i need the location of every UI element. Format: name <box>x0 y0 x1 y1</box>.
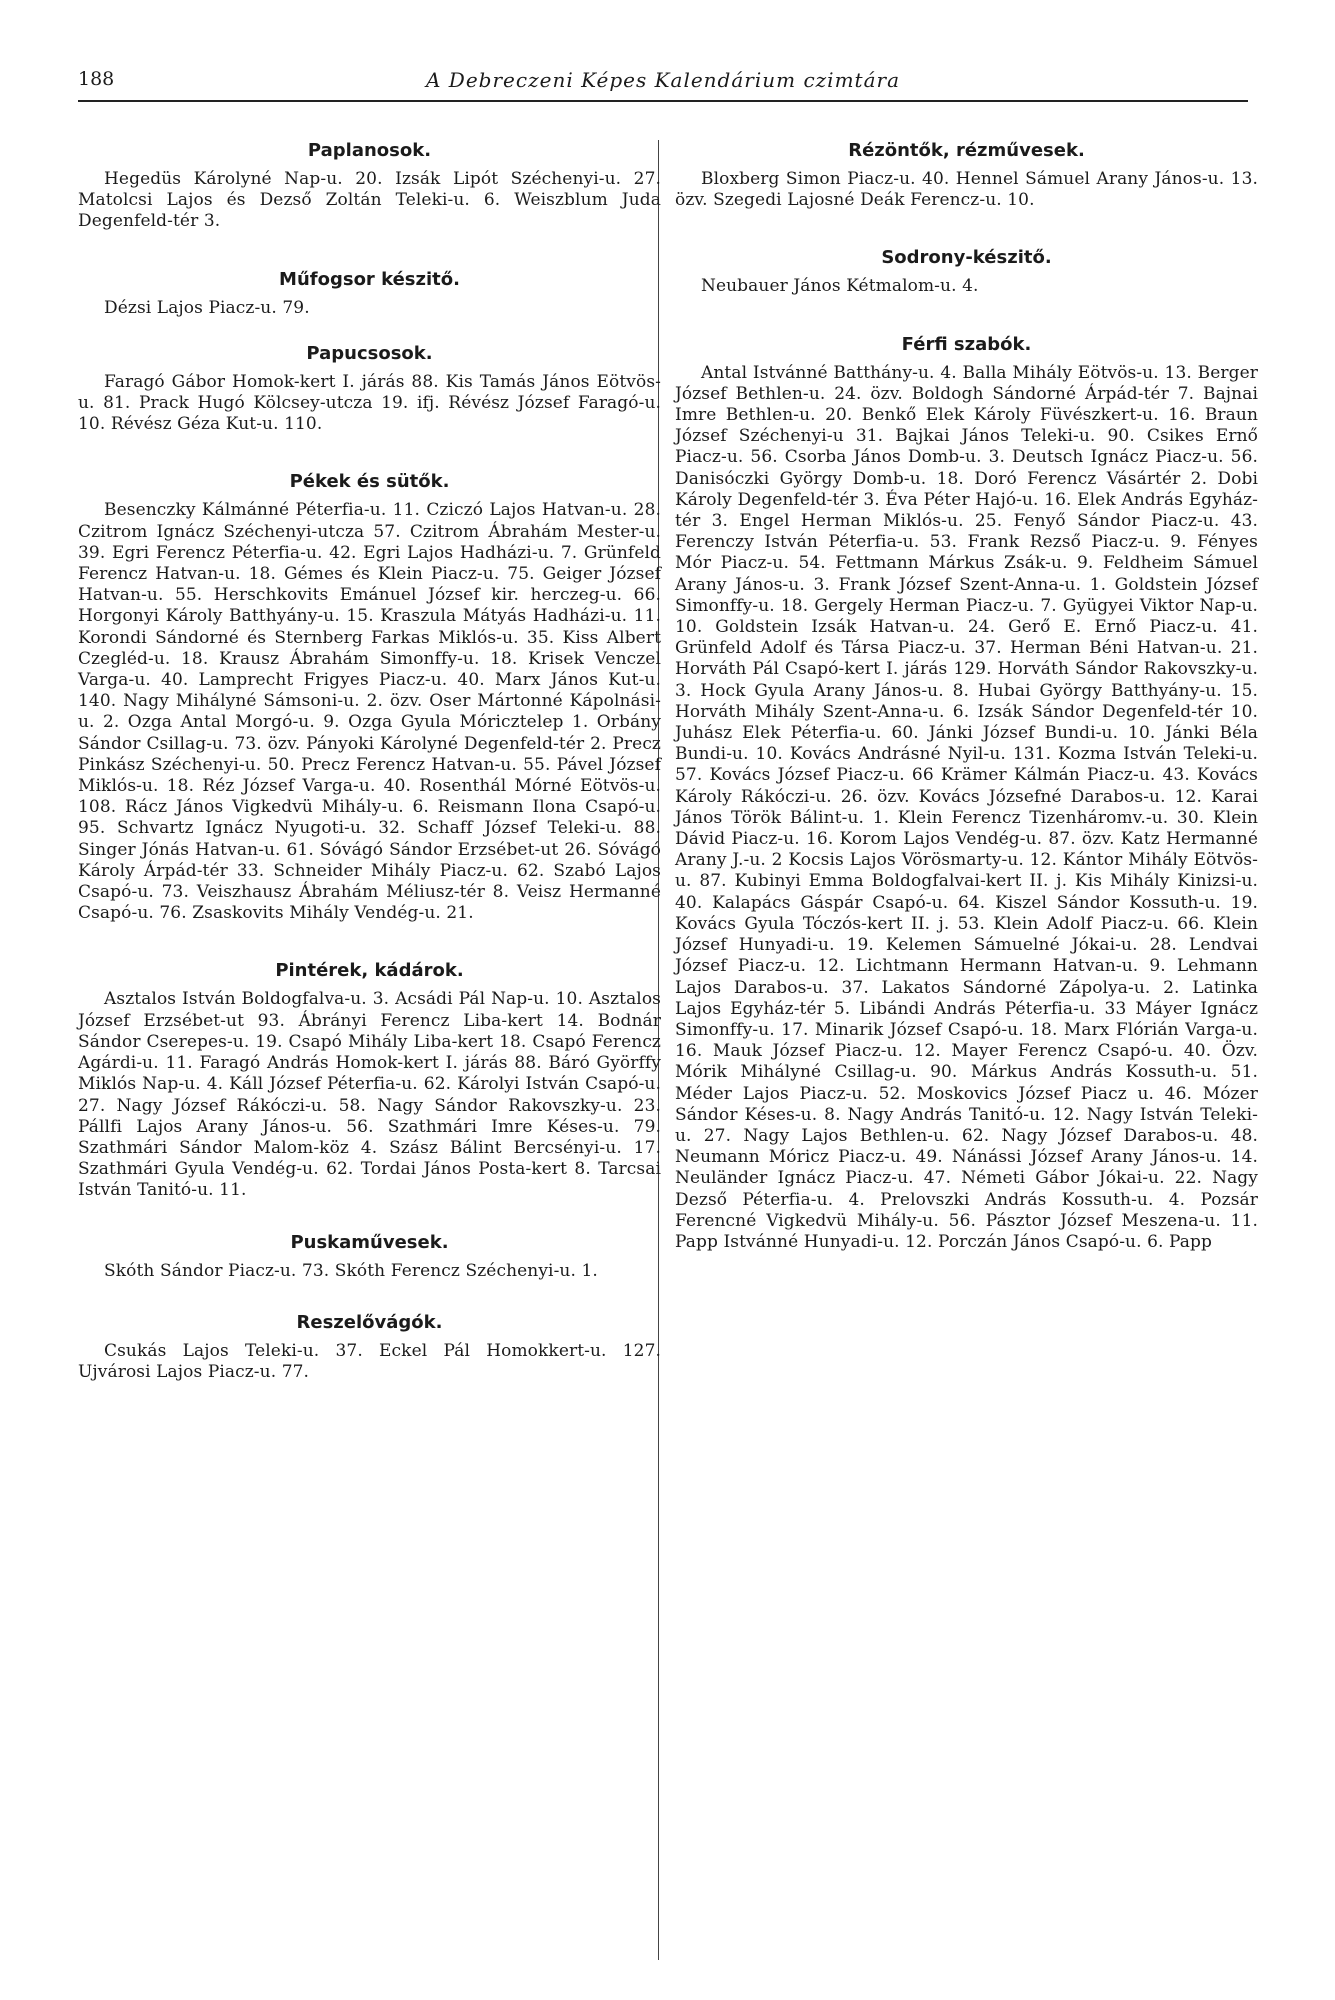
section-title: Műfogsor készitő. <box>279 268 460 290</box>
section-entries: Hegedüs Károlyné Nap-u. 20. Izsák Lipót Széchenyi-u. 27. Matolcsi Lajos és Dezső Zoltán Teleki-u. 6. Weiszblum Juda Degenfeld-tér 3. <box>78 169 661 232</box>
section-papucsosok <box>78 341 661 436</box>
section-entries: Antal Istvánné Batthány-u. 4. Balla Mihály Eötvös-u. 13. Berger József Bethlen-u. 24. özv. Boldogh Sándorné Árpád-tér 7. Bajnai Imre Bethlen-u. 20. Benkő Elek Károly Füvészkert-u. 16. Braun József Széchenyi-u 31. Bajkai János Teleki-u. 90. Csikes Ernő Piacz-u. 56. Csorba János Domb-u. 3. Deutsch Ignácz Piacz-u. 56. Danisóczki György Domb-u. 18. Doró Ferencz Vásártér 2. Dobi Károly Degenfeld-tér 3. Éva Péter Hajó-u. 16. Elek András Egyház-tér 3. Engel Herman Miklós-u. 25. Fenyő Sándor Piacz-u. 43. Ferenczy István Péterfia-u. 53. Frank Rezső Piacz-u. 9. Fényes Mór Piacz-u. 54. Fettmann Márkus Zsák-u. 9. Feldheim Sámuel Arany János-u. 3. Frank József Szent-Anna-u. 1. Goldstein József Simonffy-u. 18. Gergely Herman Piacz-u. 7. Gyügyei Viktor Nap-u. 10. Goldstein Izsák Hatvan-u. 24. Gerő E. Ernő Piacz-u. 41. Grünfeld Adolf és Társa Piacz-u. 37. Herman Béni Hatvan-u. 21. Horváth Pál Csapó-kert I. járás 129. Horváth Sándor Rakovszky-u. 3. Hock Gyula Arany János-u. 8. Hubai György Batthyány-u. 15. Horváth Mihály Szent-Anna-u. 6. Izsák Sándor Degenfeld-tér 10. Juhász Elek Péterfia-u. 60. Jánki József Bundi-u. 10. Jánki Béla Bundi-u. 10. Kovács Andrásné Nyil-u. 131. Kozma István Teleki-u. 57. Kovács József Piacz-u. 66 Krämer Kálmán Piacz-u. 43. Kovács Károly Rákóczi-u. 26. özv. Kovács Józsefné Darabos-u. 12. Karai János Török Bálint-u. 1. Klein Ferencz Tizenháromv.-u. 30. Klein Dávid Piacz-u. 16. Korom Lajos Vendég-u. 87. özv. Katz Hermanné Arany J.-u. 2 Kocsis Lajos Vörösmarty-u. 12. Kántor Mihály Eötvös-u. 87. Kubinyi Emma Boldogfalvai-kert II. j. Kis Mihály Kinizsi-u. 40. Kalapács Gáspár Csapó-u. 64. Kiszel Sándor Kossuth-u. 19. Kovács Gyula Tóczós-kert II. j. 53. Klein Adolf Piacz-u. 66. Klein József Hunyadi-u. 19. Kelemen Sámuelné Jókai-u. 28. Lendvai József Piacz-u. 12. Lichtmann Hermann Hatvan-u. 9. Lehmann Lajos Darabos-u. 37. Lakatos Sándorné Zápolya-u. 2. Latinka Lajos Egyház-tér 5. Libándi András Péterfia-u. 33 Máyer Ignácz Simonffy-u. 17. Minarik József Csapó-u. 18. Marx Flórián Varga-u. 16. Mauk József Piacz-u. 12. Mayer Ferencz Csapó-u. 40. Özv. Mórik Mihályné Csillag-u. 90. Márkus András Kossuth-u. 51. Méder Lajos Piacz-u. 52. Moskovics József Piacz u. 46. Mózer Sándor Késes-u. 8. Nagy András Tanitó-u. 12. Nagy István Teleki-u. 27. Nagy Lajos Bethlen-u. 62. Nagy József Darabos-u. 48. Neumann Móricz Piacz-u. 49. Nánássi József Arany János-u. 14. Neuländer Ignácz Piacz-u. 47. Németi Gábor Jókai-u. 22. Nagy Dezső Péterfia-u. 4. Prelovszki András Kossuth-u. 4. Pozsár Ferencné Vigkedvü Mihály-u. 56. Pásztor József Meszena-u. 11. Papp Istvánné Hunyadi-u. 12. Porczán János Csapó-u. 6. Papp <box>675 362 1258 1252</box>
section-entries: Neubauer János Kétmalom-u. 4. <box>701 276 979 297</box>
section-entries: Skóth Sándor Piacz-u. 73. Skóth Ferencz Széchenyi-u. 1. <box>104 1260 598 1281</box>
section-pinterek-kadarok <box>78 958 661 1201</box>
page-header <box>78 62 1248 102</box>
section-entries: Asztalos István Boldogfalva-u. 3. Acsádi Pál Nap-u. 10. Asztalos József Erzsébet-ut 93. Ábrányi Ferencz Liba-kert 14. Bodnár Sándor Cserepes-u. 19. Csapó Mihály Liba-kert 18. Csapó Ferencz Agárdi-u. 11. Faragó András Homok-kert I. járás 88. Báró Györffy Miklós Nap-u. 4. Káll József Péterfia-u. 62. Károlyi István Csapó-u. 27. Nagy József Rákóczi-u. 58. Nagy Sándor Rakovszky-u. 23. Pállfi Lajos Arany János-u. 56. Szathmári Imre Késes-u. 79. Szathmári Sándor Malom-köz 4. Szász Bálint Bercsényi-u. 17. Szathmári Gyula Vendég-u. 62. Tordai János Posta-kert 8. Tarcsai István Tanitó-u. 11. <box>78 989 661 1201</box>
section-rezontok-rezmuvesek <box>675 138 1258 211</box>
section-entries: Faragó Gábor Homok-kert I. járás 88. Kis Tamás János Eötvös-u. 81. Prack Hugó Kölcsey-utcza 19. ifj. Révész József Faragó-u. 10. Révész Géza Kut-u. 110. <box>78 371 661 435</box>
section-sodrony-keszito <box>675 245 1258 297</box>
section-entries: Csukás Lajos Teleki-u. 37. Eckel Pál Homokkert-u. 127. Ujvárosi Lajos Piacz-u. 77. <box>78 1340 661 1382</box>
section-pekek-es-sutok <box>78 469 661 924</box>
section-paplanosok <box>78 138 661 233</box>
section-entries: Dézsi Lajos Piacz-u. 79. <box>104 297 310 318</box>
section-title: Papucsosok. <box>306 342 433 364</box>
section-title: Pékek és sütők. <box>289 471 450 493</box>
section-puskamuvesek <box>78 1230 661 1282</box>
section-title: Férfi szabók. <box>901 333 1032 355</box>
section-mufogsor-keszito <box>78 267 661 319</box>
section-title: Puskaművesek. <box>290 1231 449 1253</box>
running-title: A Debreczeni Képes Kalendárium czimtára <box>426 68 900 92</box>
section-title: Reszelővágók. <box>296 1311 443 1333</box>
section-ferfi-szabok <box>675 332 1258 1254</box>
section-entries: Bloxberg Simon Piacz-u. 40. Hennel Sámuel Arany János-u. 13. özv. Szegedi Lajosné Deák Ferencz-u. 10. <box>675 169 1258 211</box>
left-column <box>78 138 661 1383</box>
section-title: Sodrony-készitő. <box>881 247 1052 269</box>
section-title: Pintérek, kádárok. <box>275 960 464 982</box>
header-rule <box>78 100 1248 102</box>
section-entries: Besenczky Kálmánné Péterfia-u. 11. Cziczó Lajos Hatvan-u. 28. Czitrom Ignácz Széchenyi-utcza 57. Czitrom Ábrahám Mester-u. 39. Egri Ferencz Péterfia-u. 42. Egri Lajos Hadházi-u. 7. Grünfeld Ferencz Hatvan-u. 18. Gémes és Klein Piacz-u. 75. Geiger József Hatvan-u. 55. Herschkovits Emánuel József kir. herczeg-u. 66. Horgonyi Károly Batthyány-u. 15. Kraszula Mátyás Hadházi-u. 11. Korondi Sándorné és Sternberg Farkas Miklós-u. 35. Kiss Albert Czegléd-u. 18. Krausz Ábrahám Simonffy-u. 18. Krisek Venczel Varga-u. 40. Lamprecht Frigyes Piacz-u. 40. Marx János Kut-u. 140. Nagy Mihályné Sámsoni-u. 2. özv. Oser Mártonné Kápolnási-u. 2. Ozga Antal Morgó-u. 9. Ozga Gyula Móricztelep 1. Orbány Sándor Csillag-u. 73. özv. Pányoki Károlyné Degenfeld-tér 2. Precz Pinkász Széchenyi-u. 50. Precz Ferencz Hatvan-u. 55. Pável József Miklós-u. 18. Réz József Varga-u. 40. Rosenthál Mórné Eötvös-u. 108. Rácz János Vigkedvü Mihály-u. 6. Reismann Ilona Csapó-u. 95. Schvartz Ignácz Nyugoti-u. 32. Schaff József Teleki-u. 88. Singer Jónás Hatvan-u. 61. Sóvágó Sándor Erzsébet-ut 26. Sóvágó Károly Árpád-tér 33. Schneider Mihály Piacz-u. 62. Szabó Lajos Csapó-u. 73. Veiszhausz Ábrahám Méliusz-tér 8. Veisz Hermanné Csapó-u. 76. Zsaskovits Mihály Vendég-u. 21. <box>78 500 661 924</box>
section-reszelovagok <box>78 1310 661 1383</box>
right-column <box>675 138 1258 1253</box>
section-title: Paplanosok. <box>307 140 432 161</box>
page-number: 188 <box>78 68 115 90</box>
section-title: Rézöntők, rézművesek. <box>848 140 1085 161</box>
